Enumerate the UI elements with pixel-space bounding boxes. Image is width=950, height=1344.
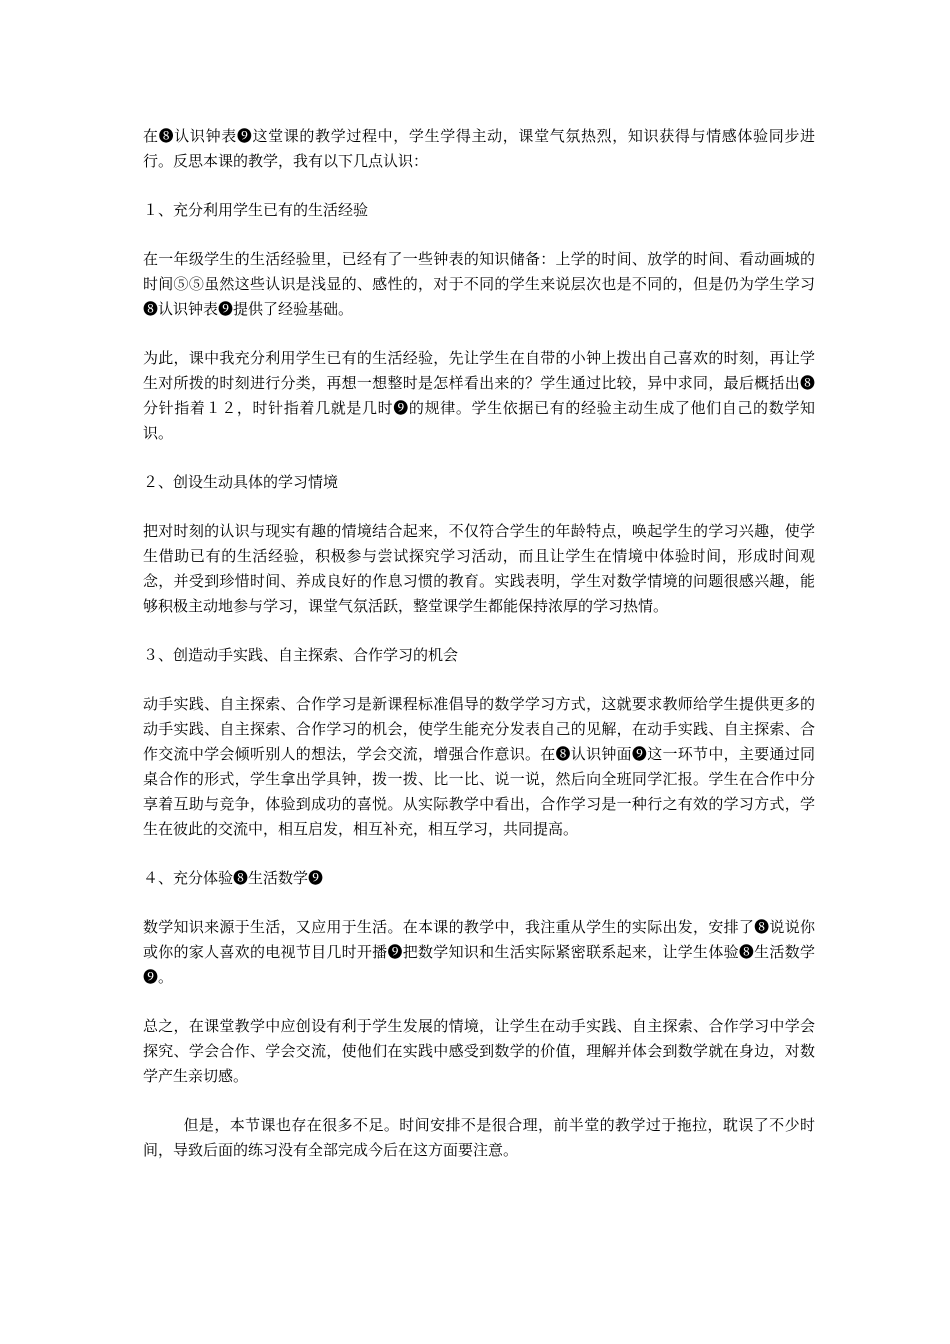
section-heading-3: ３、创造动手实践、自主探索、合作学习的机会 xyxy=(143,646,459,664)
section-heading-2: ２、创设生动具体的学习情境 xyxy=(143,473,339,491)
section-4-paragraph: 数学知识来源于生活，又应用于生活。在本课的教学中，我注重从学生的实际出发，安排了❽说说你或你的家人喜欢的电视节目几时开播❾把数学知识和生活实际紧密联系起来，让学生体验❽生活数学❾。 xyxy=(143,918,815,986)
section-1-paragraph-2: 为此，课中我充分利用学生已有的生活经验，先让学生在自带的小钟上拨出自己喜欢的时刻，再让学生对所拨的时刻进行分类，再想一想整时是怎样看出来的？学生通过比较，异中求同，最后概括出❽分针指着１２，时针指着几就是几时❾的规律。学生依据已有的经验主动生成了他们自己的数学知识。 xyxy=(143,349,815,442)
section-1-paragraph-1: 在一年级学生的生活经验里，已经有了一些钟表的知识储备：上学的时间、放学的时间、看动画城的时间⑤⑤虽然这些认识是浅显的、感性的，对于不同的学生来说层次也是不同的，但是仍为学生学习❽认识钟表❾提供了经验基础。 xyxy=(143,250,815,318)
closing-paragraph: 但是，本节课也存在很多不足。时间安排不是很合理，前半堂的教学过于拖拉，耽误了不少时间，导致后面的练习没有全部完成今后在这方面要注意。 xyxy=(143,1116,815,1159)
section-3-paragraph: 动手实践、自主探索、合作学习是新课程标准倡导的数学学习方式，这就要求教师给学生提供更多的动手实践、自主探索、合作学习的机会，使学生能充分发表自己的见解，在动手实践、自主探索、合作交流中学会倾听别人的想法，学会交流，增强合作意识。在❽认识钟面❾这一环节中，主要通过同桌合作的形式，学生拿出学具钟，拨一拨、比一比、说一说，然后向全班同学汇报。学生在合作中分享着互助与竞争，体验到成功的喜悦。从实际教学中看出，合作学习是一种行之有效的学习方式，学生在彼此的交流中，相互启发，相互补充，相互学习，共同提高。 xyxy=(143,695,815,838)
section-heading-4: ４、充分体验❽生活数学❾ xyxy=(143,869,324,887)
document-body xyxy=(143,124,815,1163)
summary-paragraph: 总之，在课堂教学中应创设有利于学生发展的情境，让学生在动手实践、自主探索、合作学习中学会探究、学会合作、学会交流，使他们在实践中感受到数学的价值，理解并体会到数学就在身边，对数学产生亲切感。 xyxy=(143,1017,815,1085)
section-heading-1: １、充分利用学生已有的生活经验 xyxy=(143,201,369,219)
intro-paragraph: 在❽认识钟表❾这堂课的教学过程中，学生学得主动，课堂气氛热烈，知识获得与情感体验同步进行。反思本课的教学，我有以下几点认识： xyxy=(143,127,815,170)
section-2-paragraph: 把对时刻的认识与现实有趣的情境结合起来，不仅符合学生的年龄特点，唤起学生的学习兴趣，使学生借助已有的生活经验，积极参与尝试探究学习活动，而且让学生在情境中体验时间，形成时间观念，并受到珍惜时间、养成良好的作息习惯的教育。实践表明，学生对数学情境的问题很感兴趣，能够积极主动地参与学习，课堂气氛活跃，整堂课学生都能保持浓厚的学习热情。 xyxy=(143,522,815,615)
